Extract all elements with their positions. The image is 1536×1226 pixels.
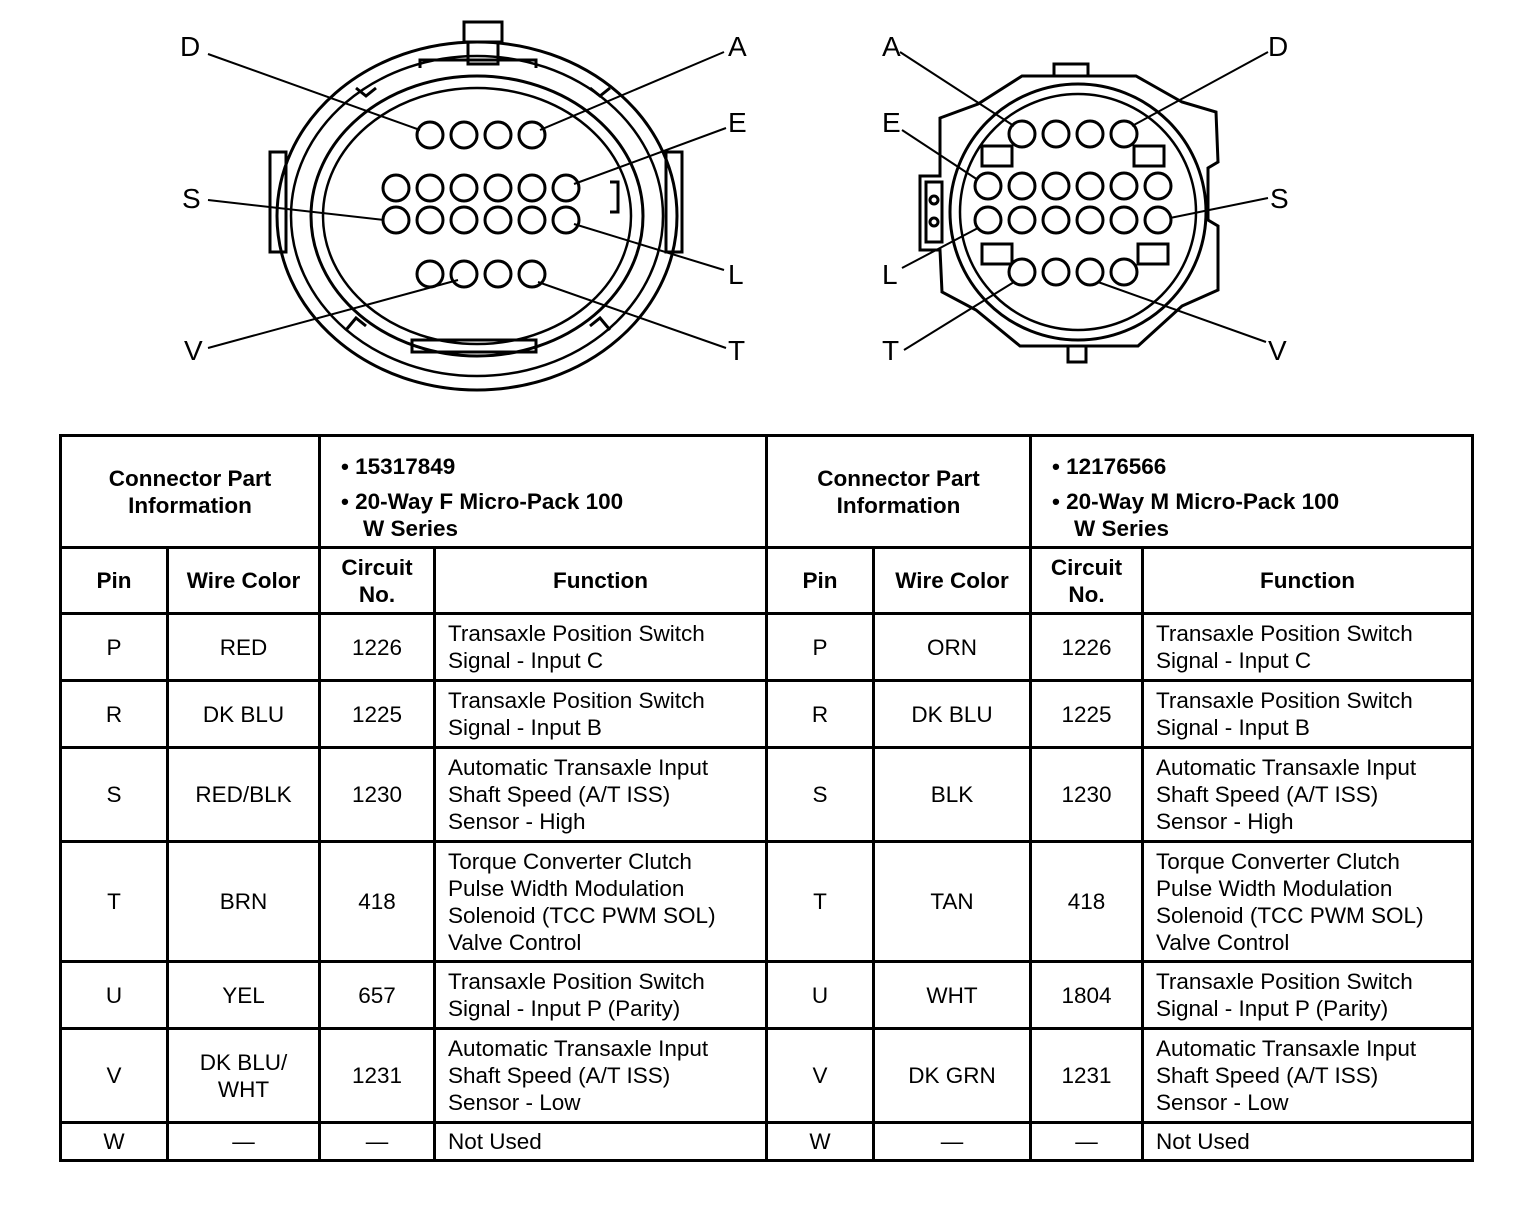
pin-cell: T bbox=[61, 842, 168, 962]
wire-color-cell: ORN bbox=[874, 614, 1031, 681]
right-label-l: L bbox=[882, 259, 898, 290]
pin-cell: S bbox=[767, 748, 874, 842]
function-cell: Transaxle Position Switch Signal - Input P (Parity) bbox=[435, 962, 767, 1029]
left-part-desc-line1: 20-Way F Micro-Pack 100 bbox=[355, 489, 624, 514]
table-row bbox=[61, 962, 1473, 1029]
right-connector-leader-lines bbox=[900, 52, 1268, 350]
pin-cell: S bbox=[61, 748, 168, 842]
circuit-cell: 1804 bbox=[1031, 962, 1143, 1029]
pin-cell: V bbox=[61, 1029, 168, 1123]
pin-cell: V bbox=[767, 1029, 874, 1123]
function-cell: Transaxle Position Switch Signal - Input C bbox=[1143, 614, 1473, 681]
right-label-e: E bbox=[882, 107, 901, 138]
right-connector-body bbox=[920, 64, 1218, 362]
left-connector-pins bbox=[383, 122, 579, 287]
left-label-e: E bbox=[728, 107, 747, 138]
pin-cell: R bbox=[767, 681, 874, 748]
circuit-cell: 1230 bbox=[1031, 748, 1143, 842]
wire-color-cell: DK GRN bbox=[874, 1029, 1031, 1123]
circuit-cell: — bbox=[320, 1123, 435, 1161]
left-label-a: A bbox=[728, 31, 747, 62]
right-part-info-label: Connector Part Information bbox=[767, 436, 1031, 548]
circuit-cell: — bbox=[1031, 1123, 1143, 1161]
right-part-number: 12176566 bbox=[1066, 454, 1167, 479]
left-part-desc-line2: W Series bbox=[363, 516, 459, 541]
pin-cell: U bbox=[61, 962, 168, 1029]
function-cell: Automatic Transaxle Input Shaft Speed (A/T ISS) Sensor - Low bbox=[435, 1029, 767, 1123]
wire-color-cell: RED bbox=[168, 614, 320, 681]
circuit-cell: 1230 bbox=[320, 748, 435, 842]
circuit-cell: 657 bbox=[320, 962, 435, 1029]
table-row bbox=[61, 1123, 1473, 1161]
function-cell: Automatic Transaxle Input Shaft Speed (A/T ISS) Sensor - Low bbox=[1143, 1029, 1473, 1123]
function-cell: Automatic Transaxle Input Shaft Speed (A/T ISS) Sensor - High bbox=[435, 748, 767, 842]
table-row bbox=[61, 1029, 1473, 1123]
circuit-cell: 1225 bbox=[320, 681, 435, 748]
function-cell: Automatic Transaxle Input Shaft Speed (A/T ISS) Sensor - High bbox=[1143, 748, 1473, 842]
function-cell: Not Used bbox=[1143, 1123, 1473, 1161]
circuit-cell: 1226 bbox=[320, 614, 435, 681]
circuit-cell: 1231 bbox=[1031, 1029, 1143, 1123]
right-label-t: T bbox=[882, 335, 900, 366]
wire-color-cell: RED/BLK bbox=[168, 748, 320, 842]
right-label-s: S bbox=[1270, 183, 1289, 214]
table-row bbox=[61, 842, 1473, 962]
circuit-cell: 1231 bbox=[320, 1029, 435, 1123]
left-label-v: V bbox=[184, 335, 203, 366]
right-connector-keys bbox=[982, 146, 1168, 264]
connector-pinout-table bbox=[59, 434, 1474, 1162]
left-label-l: L bbox=[728, 259, 744, 290]
wire-color-cell: — bbox=[874, 1123, 1031, 1161]
pin-cell: R bbox=[61, 681, 168, 748]
pin-cell: P bbox=[767, 614, 874, 681]
function-cell: Torque Converter Clutch Pulse Width Modulation Solenoid (TCC PWM SOL) Valve Control bbox=[435, 842, 767, 962]
header-wire-color: Wire Color bbox=[874, 548, 1031, 614]
left-label-d: D bbox=[180, 31, 201, 62]
left-part-number: 15317849 bbox=[355, 454, 456, 479]
wire-color-cell: DK BLU/ WHT bbox=[168, 1029, 320, 1123]
pin-cell: W bbox=[767, 1123, 874, 1161]
wire-color-cell: DK BLU bbox=[168, 681, 320, 748]
circuit-cell: 418 bbox=[1031, 842, 1143, 962]
header-pin: Pin bbox=[767, 548, 874, 614]
wire-color-cell: DK BLU bbox=[874, 681, 1031, 748]
pin-cell: W bbox=[61, 1123, 168, 1161]
wire-color-cell: BRN bbox=[168, 842, 320, 962]
right-label-a: A bbox=[882, 31, 901, 62]
left-connector-face bbox=[270, 22, 682, 390]
wire-color-cell: BLK bbox=[874, 748, 1031, 842]
pin-cell: U bbox=[767, 962, 874, 1029]
pin-cell: P bbox=[61, 614, 168, 681]
right-part-desc-line2: W Series bbox=[1074, 516, 1170, 541]
header-pin: Pin bbox=[61, 548, 168, 614]
header-function: Function bbox=[1143, 548, 1473, 614]
function-cell: Transaxle Position Switch Signal - Input C bbox=[435, 614, 767, 681]
header-circuit: Circuit No. bbox=[320, 548, 435, 614]
function-cell: Transaxle Position Switch Signal - Input P (Parity) bbox=[1143, 962, 1473, 1029]
right-part-desc-line1: 20-Way M Micro-Pack 100 bbox=[1066, 489, 1340, 514]
header-circuit: Circuit No. bbox=[1031, 548, 1143, 614]
connector-diagrams bbox=[0, 0, 1536, 420]
right-part-info: • 12176566 • 20-Way M Micro-Pack 100 W Series bbox=[1031, 436, 1473, 548]
circuit-cell: 1226 bbox=[1031, 614, 1143, 681]
part-info-row bbox=[61, 436, 1473, 548]
column-header-row bbox=[61, 548, 1473, 614]
header-wire-color: Wire Color bbox=[168, 548, 320, 614]
left-label-t: T bbox=[728, 335, 746, 366]
right-label-d: D bbox=[1268, 31, 1289, 62]
wire-color-cell: YEL bbox=[168, 962, 320, 1029]
header-function: Function bbox=[435, 548, 767, 614]
left-part-info: • 15317849 • 20-Way F Micro-Pack 100 W Series bbox=[320, 436, 767, 548]
right-label-v: V bbox=[1268, 335, 1287, 366]
wire-color-cell: — bbox=[168, 1123, 320, 1161]
left-label-s: S bbox=[182, 183, 201, 214]
function-cell: Transaxle Position Switch Signal - Input B bbox=[1143, 681, 1473, 748]
table-row bbox=[61, 681, 1473, 748]
circuit-cell: 418 bbox=[320, 842, 435, 962]
function-cell: Transaxle Position Switch Signal - Input B bbox=[435, 681, 767, 748]
wire-color-cell: WHT bbox=[874, 962, 1031, 1029]
table-row bbox=[61, 614, 1473, 681]
table-row bbox=[61, 748, 1473, 842]
wire-color-cell: TAN bbox=[874, 842, 1031, 962]
function-cell: Torque Converter Clutch Pulse Width Modulation Solenoid (TCC PWM SOL) Valve Control bbox=[1143, 842, 1473, 962]
function-cell: Not Used bbox=[435, 1123, 767, 1161]
pin-cell: T bbox=[767, 842, 874, 962]
left-part-info-label: Connector Part Information bbox=[61, 436, 320, 548]
circuit-cell: 1225 bbox=[1031, 681, 1143, 748]
